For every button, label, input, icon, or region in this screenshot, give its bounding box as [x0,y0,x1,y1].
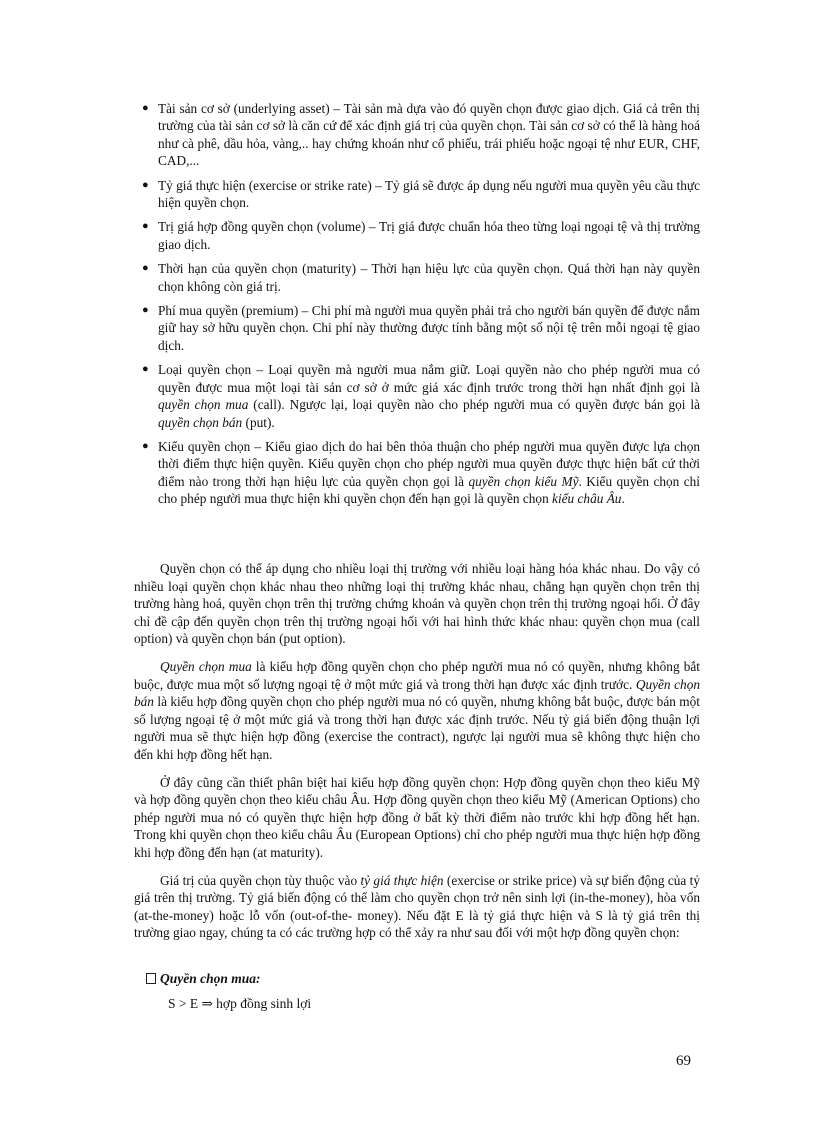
definition-list [135,100,700,515]
checkbox-square-icon [146,973,156,984]
list-item: ● Tài sản cơ sở (underlying asset) – Tài sản mà dựa vào đó quyền chọn được giao dịch. Giá cả trên thị trường của tài sản cơ sở là căn cứ để xác định giá trị của quyền chọn. Tài sản cơ sở có thể là hàng hoá như cà phê, dầu hỏa, vàng,.. hay chứng khoán như cổ phiếu, trái phiếu hoặc ngoại tệ như EUR, CHF, CAD,... [142,101,700,169]
bullet-icon: ● [142,220,149,233]
formula-line: S > E ⇒ hợp đồng sinh lợi [168,996,312,1011]
bullet-icon: ● [142,262,149,275]
bullet-icon: ● [142,102,149,114]
page-number: 69 [676,1053,691,1069]
section-heading: Quyền chọn mua: [146,971,261,987]
list-item: ● Thời hạn của quyền chọn (maturity) – Thời hạn hiệu lực của quyền chọn. Quá thời hạn này quyền chọn không còn giá trị. [142,261,700,294]
list-item: ● Loại quyền chọn – Loại quyền mà người mua nắm giữ. Loại quyền nào cho phép người mua có quyền được mua một loại tài sản cơ sở ở mức giá xác định trước trong thời hạn nhất định gọi là quyền chọn mua (call). Ngược lại, loại quyền nào cho phép người mua có quyền được bán gọi là quyền chọn bán (put). [142,362,700,430]
list-item: ● Phí mua quyền (premium) – Chi phí mà người mua quyền phải trả cho người bán quyền để được nắm giữ hay sở hữu quyền chọn. Chi phí này thường được tính bằng một số nội tệ trên mỗi ngoại tệ giao dịch. [142,303,700,353]
bullet-icon: ● [142,439,149,452]
paragraph: Quyền chọn mua là kiểu hợp đồng quyền chọn cho phép người mua nó có quyền, nhưng không bắt buộc, được mua một số lượng ngoại tệ ở một mức giá và trong thời hạn được xác định trước. Quyền chọn bán là kiểu hợp đồng quyền chọn cho phép người mua nó có quyền, nhưng không bắt buộc, được bán một số lượng ngoại tệ ở một mức giá và trong thời hạn được xác định trước. Nếu tỷ giá biến động thuận lợi người mua sẽ thực hiện hợp đồng (exercise the contract), ngược lại người mua sẽ không thực hiện cho đến khi hợp đồng hết hạn. [134,658,700,762]
list-item: ● Trị giá hợp đồng quyền chọn (volume) – Trị giá được chuẩn hóa theo từng loại ngoại tệ và thị trường giao dịch. [142,219,700,252]
list-item: ● Tỷ giá thực hiện (exercise or strike rate) – Tỷ giá sẽ được áp dụng nếu người mua quyền yêu cầu thực hiện quyền chọn. [142,177,700,211]
list-item: ● Kiểu quyền chọn – Kiểu giao dịch do hai bên thỏa thuận cho phép người mua quyền được lựa chọn thời điểm thực hiện quyền. Kiểu quyền chọn cho phép người mua quyền được thực hiện bất cứ thời điểm nào trong thời hạn hiệu lực của quyền chọn gọi là quyền chọn kiểu Mỹ. Kiểu quyền chọn chỉ cho phép người mua thực hiện khi quyền chọn đến hạn gọi là quyền chọn kiểu châu Âu. [142,438,700,507]
paragraph: Ở đây cũng cần thiết phân biệt hai kiểu hợp đồng quyền chọn: Hợp đồng quyền chọn theo kiểu Mỹ và hợp đồng quyền chọn theo kiểu châu Âu. Hợp đồng quyền chọn theo kiểu Mỹ (American Options) cho phép người mua nó có quyền thực hiện hợp đồng ở bất kỳ thời điểm nào trước khi hợp đồng hết hạn. Trong khi quyền chọn theo kiểu châu Âu (European Options) chỉ cho phép người mua thực hiện hợp đồng khi hợp đồng đến hạn (at maturity). [134,774,700,860]
paragraph: Giá trị của quyền chọn tùy thuộc vào tỷ giá thực hiện (exercise or strike price) và sự biến động của tỷ giá trên thị trường. Tỷ giá biến động có thể làm cho quyền chọn trở nên sinh lợi (in-the-money), hòa vốn (at-the-money) hoặc lỗ vốn (out-of-the- money). Nếu đặt E là tỷ giá thực hiện và S là tỷ giá trên thị trường giao ngay, chúng ta có các trường hợp có thể xảy ra như sau đối với một hợp đồng quyền chọn: [134,872,701,941]
bullet-icon: ● [142,363,149,376]
bullet-icon: ● [142,178,149,191]
bullet-icon: ● [142,304,149,317]
body-text [134,560,700,946]
paragraph: Quyền chọn có thể áp dụng cho nhiều loại thị trường với nhiều loại hàng hóa khác nhau. Do vậy có nhiều loại quyền chọn khác nhau theo những loại thị trường khác nhau, chẳng hạn quyền chọn trên thị trường hàng hoá, quyền chọn trên thị trường chứng khoán và quyền chọn trên thị trường ngoại hối. Ở đây chỉ đề cập đến quyền chọn trên thị trường ngoại hối với hai hình thức khác nhau: quyền chọn mua (call option) và quyền chọn bán (put option). [134,561,700,647]
